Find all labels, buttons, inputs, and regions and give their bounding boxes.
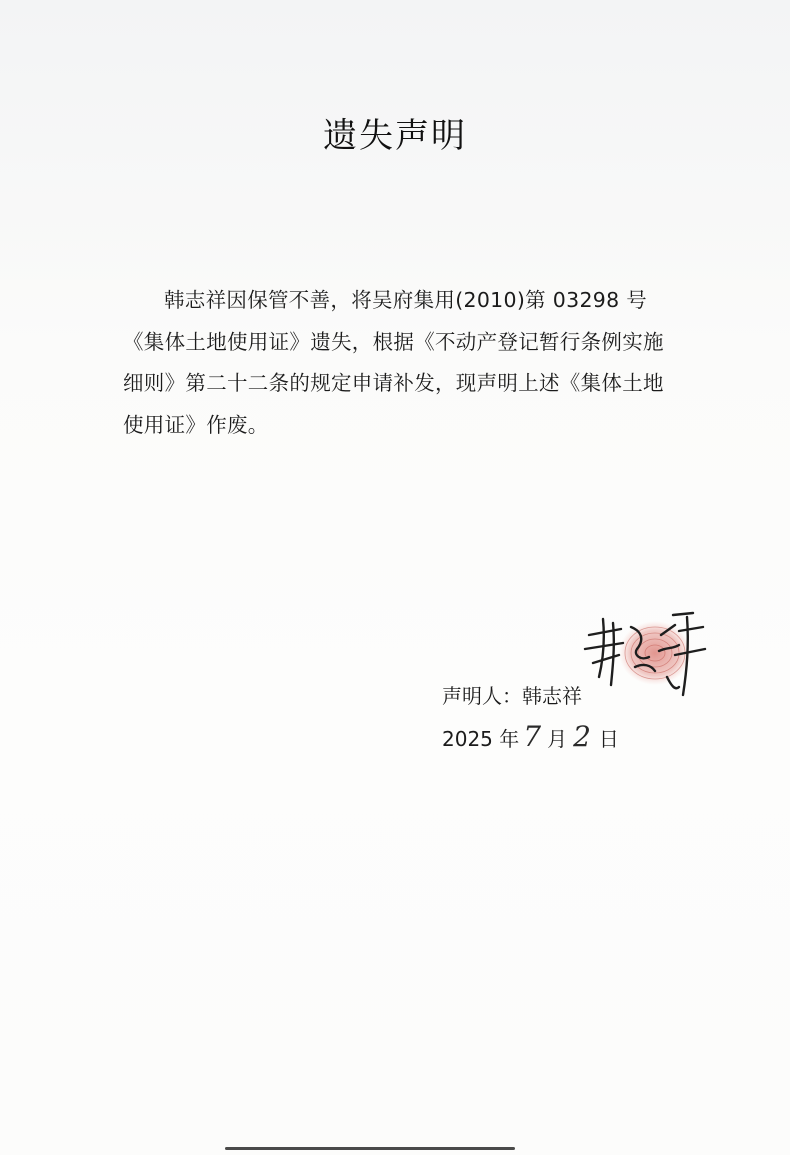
date-day-handwritten: 2 xyxy=(573,720,591,753)
document-title: 遗失声明 xyxy=(323,116,467,156)
page-bottom-edge xyxy=(225,1147,515,1150)
declaration-date xyxy=(442,720,619,753)
date-month-handwritten: 7 xyxy=(523,720,542,753)
signature-block xyxy=(442,680,762,770)
declarant-label: 声明人：韩志祥 xyxy=(442,684,582,708)
declaration-body: 韩志祥因保管不善，将吴府集用(2010)第 03298 号《集体土地使用证》遗失，根据《不动产登记暂行条例实施细则》第二十二条的规定申请补发，现声明上述《集体土地使用证》作废。 xyxy=(123,288,664,437)
date-year: 2025 年 xyxy=(442,727,520,751)
date-day-suffix: 日 xyxy=(598,727,619,751)
date-month-suffix: 月 xyxy=(547,727,568,751)
